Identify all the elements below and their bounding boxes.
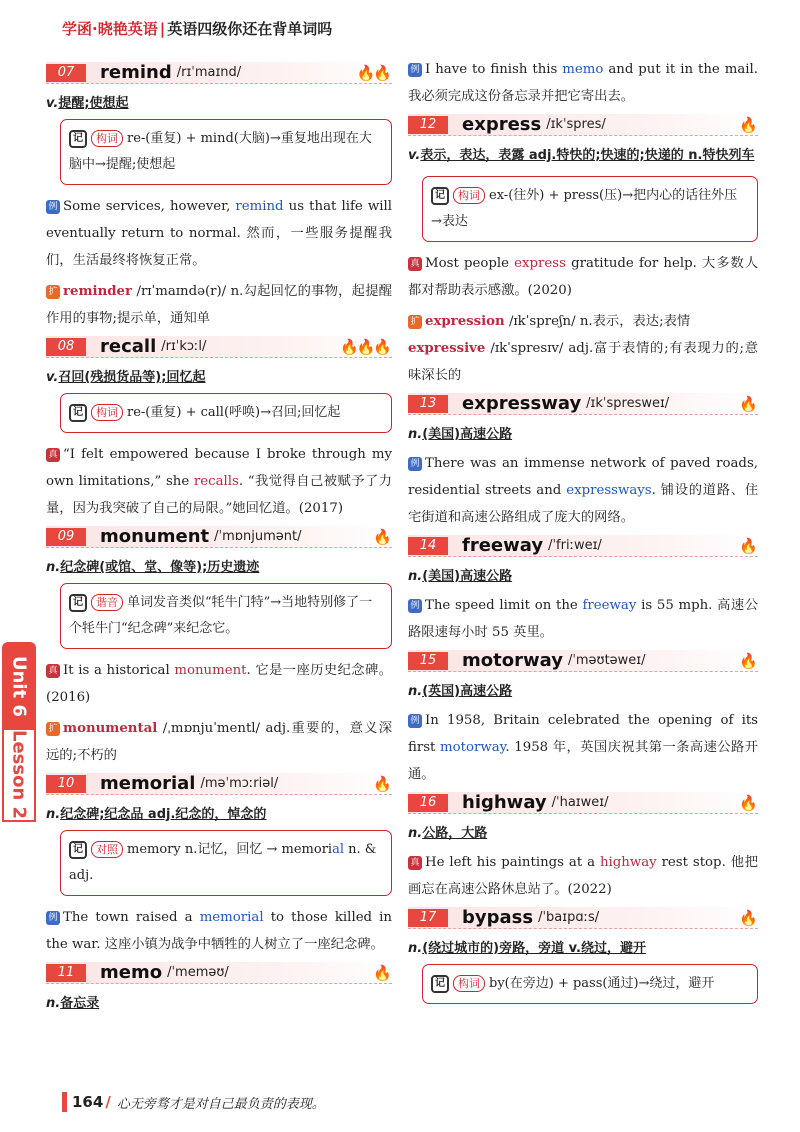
headword: remind bbox=[100, 62, 172, 83]
exam-sentence: 真 “I felt empowered because I broke through my own limitations,” she recalls. “我觉得自己被赋予了力量，因为我突破了自己的局限。”她回忆道。(2017) bbox=[46, 447, 392, 516]
brand-name: 学函·晓艳英语 bbox=[62, 20, 158, 38]
exam-icon: 真 bbox=[408, 257, 422, 271]
example-icon: 例 bbox=[408, 63, 422, 77]
extend-icon: 扩 bbox=[46, 285, 60, 299]
frequency-flame-icon: 🔥 bbox=[739, 909, 756, 927]
extend-icon: 扩 bbox=[46, 722, 60, 736]
headword: memo bbox=[100, 962, 163, 983]
lesson-label: Lesson 2 bbox=[2, 730, 36, 822]
exam-icon: 真 bbox=[408, 856, 422, 870]
entry-header-bypass bbox=[408, 907, 758, 929]
frequency-flame-icon: 🔥🔥 bbox=[356, 64, 390, 82]
page-header bbox=[62, 18, 332, 39]
headword: highway bbox=[462, 792, 547, 813]
exam-icon: 真 bbox=[46, 664, 60, 678]
entry-number: 08 bbox=[46, 338, 86, 356]
mnemonic-text: re-(重复) + mind(大脑)→重复地出现在大脑中→提醒;使想起 bbox=[69, 131, 372, 172]
mnemonic-box: 记 对照 memory n.记忆，回忆 → memorial n. & adj. bbox=[60, 830, 392, 896]
example-icon: 例 bbox=[46, 911, 60, 925]
definition: n.(美国)高速公路 bbox=[408, 569, 513, 584]
exam-icon: 真 bbox=[46, 448, 60, 462]
phonetic: /məˈmɔːriəl/ bbox=[200, 776, 279, 791]
example-icon: 例 bbox=[408, 599, 422, 613]
example-icon: 例 bbox=[408, 457, 422, 471]
definition: n.公路，大路 bbox=[408, 826, 488, 841]
definition: n.纪念碑(或馆、堂、像等);历史遗迹 bbox=[46, 560, 260, 575]
memory-icon: 记 bbox=[69, 594, 87, 612]
footer-slash: / bbox=[105, 1093, 111, 1111]
phonetic: /ˈbaɪpɑːs/ bbox=[538, 910, 600, 925]
entry-header-memo bbox=[46, 962, 392, 984]
entry-header-highway bbox=[408, 792, 758, 814]
example-sentence: 例 There was an immense network of paved roads, residential streets and expressways. 铺设的道路、住宅街道和高速公路组成了庞大的网络。 bbox=[408, 456, 758, 525]
entry-header-motorway bbox=[408, 650, 758, 672]
phonetic: /ˈmɒnjumənt/ bbox=[214, 529, 302, 544]
entry-number: 09 bbox=[46, 528, 86, 546]
memory-icon: 记 bbox=[69, 404, 87, 422]
mnemonic-text: re-(重复) + call(呼唤)→召回;回忆起 bbox=[127, 405, 341, 420]
headword: bypass bbox=[462, 907, 534, 928]
frequency-flame-icon: 🔥 bbox=[373, 964, 390, 982]
headword: freeway bbox=[462, 535, 544, 556]
headword: expressway bbox=[462, 393, 582, 414]
extend-icon: 扩 bbox=[408, 315, 422, 329]
entry-header-expressway bbox=[408, 393, 758, 415]
entry-number: 12 bbox=[408, 116, 448, 134]
entry-number: 17 bbox=[408, 909, 448, 927]
entry-number: 15 bbox=[408, 652, 448, 670]
entry-number: 14 bbox=[408, 537, 448, 555]
frequency-flame-icon: 🔥 bbox=[373, 528, 390, 546]
phonetic: /ˈməʊtəweɪ/ bbox=[567, 653, 646, 668]
frequency-flame-icon: 🔥 bbox=[739, 116, 756, 134]
example-icon: 例 bbox=[408, 714, 422, 728]
memory-icon: 记 bbox=[431, 975, 449, 993]
memory-icon: 记 bbox=[69, 130, 87, 148]
headword: motorway bbox=[462, 650, 563, 671]
mnemonic-tag: 对照 bbox=[91, 841, 123, 858]
frequency-flame-icon: 🔥 bbox=[739, 537, 756, 555]
frequency-flame-icon: 🔥 bbox=[739, 395, 756, 413]
frequency-flame-icon: 🔥🔥🔥 bbox=[339, 338, 390, 356]
entry-number: 10 bbox=[46, 775, 86, 793]
example-icon: 例 bbox=[46, 200, 60, 214]
mnemonic-tag: 构词 bbox=[453, 975, 485, 992]
extension: 扩 reminder /rɪˈmaɪndə(r)/ n.勾起回忆的事物，起提醒作用的事物;提示单，通知单 bbox=[46, 284, 392, 326]
example-sentence: 例 Some services, however, remind us that life will eventually return to normal. 然而，一些服务提醒我们，生活最终将恢复正常。 bbox=[46, 199, 392, 268]
phonetic: /ˈhaɪweɪ/ bbox=[551, 795, 609, 810]
headword: memorial bbox=[100, 773, 196, 794]
mnemonic-text: by(在旁边) + pass(通过)→绕过，避开 bbox=[489, 976, 715, 991]
entry-number: 11 bbox=[46, 964, 86, 982]
definition: v.表示，表达，表露 adj.特快的;快速的;快递的 n.特快列车 bbox=[408, 148, 755, 163]
example-sentence: 例 In 1958, Britain celebrated the opening of its first motorway. 1958 年，英国庆祝其第一条高速公路开通。 bbox=[408, 713, 758, 782]
unit-label: Unit 6 bbox=[2, 642, 36, 730]
phonetic: /ɪkˈspresweɪ/ bbox=[586, 396, 670, 411]
mnemonic-text: 单词发音类似“牦牛门特”→当地特别修了一个牦牛门“纪念碑”来纪念它。 bbox=[69, 595, 373, 636]
header-divider: | bbox=[159, 20, 166, 38]
page-footer bbox=[62, 1092, 325, 1112]
phonetic: /rɪˈkɔːl/ bbox=[161, 339, 207, 354]
headword: monument bbox=[100, 526, 210, 547]
extension: 扩 monumental /ˌmɒnjuˈmentl/ adj.重要的，意义深远的;不朽的 bbox=[46, 721, 392, 763]
phonetic: /ˈmeməʊ/ bbox=[167, 965, 229, 980]
example-sentence: 例 The town raised a memorial to those killed in the war. 这座小镇为战争中牺牲的人树立了一座纪念碑。 bbox=[46, 910, 392, 952]
entry-header-recall bbox=[46, 336, 392, 358]
mnemonic-box bbox=[422, 964, 758, 1004]
definition: v.提醒;使想起 bbox=[46, 96, 129, 111]
mnemonic-box bbox=[60, 119, 392, 185]
definition: n.备忘录 bbox=[46, 996, 100, 1011]
exam-sentence: 真 Most people express gratitude for help. 大多数人都对帮助表示感激。(2020) bbox=[408, 256, 759, 298]
extension: 扩 expression /ɪkˈspreʃn/ n.表示，表达;表情 expressive /ɪkˈspresɪv/ adj.富于表情的;有表现力的;意味深长的 bbox=[408, 314, 758, 383]
mnemonic-box bbox=[60, 393, 392, 433]
entry-header-freeway bbox=[408, 535, 758, 557]
mnemonic-box bbox=[60, 583, 392, 649]
entry-header-memorial bbox=[46, 773, 392, 795]
definition: v.召回(残损货品等);回忆起 bbox=[46, 370, 206, 385]
entry-header-monument bbox=[46, 526, 392, 548]
entry-header-express bbox=[408, 114, 758, 136]
headword: recall bbox=[100, 336, 157, 357]
exam-sentence: 真 He left his paintings at a highway rest stop. 他把画忘在高速公路休息站了。(2022) bbox=[408, 855, 758, 897]
entry-number: 16 bbox=[408, 794, 448, 812]
exam-sentence: 真 It is a historical monument. 它是一座历史纪念碑。(2016) bbox=[46, 663, 393, 705]
phonetic: /rɪˈmaɪnd/ bbox=[176, 65, 242, 80]
entry-header-remind bbox=[46, 62, 392, 84]
book-title: 英语四级你还在背单词吗 bbox=[167, 20, 333, 38]
unit-side-tab bbox=[0, 642, 40, 822]
definition: n.(绕过城市的)旁路，旁道 v.绕过，避开 bbox=[408, 941, 646, 956]
frequency-flame-icon: 🔥 bbox=[739, 652, 756, 670]
example-sentence: 例 I have to finish this memo and put it in the mail. 我必须完成这份备忘录并把它寄出去。 bbox=[408, 62, 758, 104]
mnemonic-text: ex-(往外) + press(压)→把内心的话往外压→表达 bbox=[431, 188, 738, 229]
page-number: 164 bbox=[72, 1093, 104, 1111]
entry-number: 07 bbox=[46, 64, 86, 82]
memory-icon: 记 bbox=[69, 841, 87, 859]
mnemonic-box bbox=[422, 176, 758, 242]
example-sentence: 例 The speed limit on the freeway is 55 mph. 高速公路限速每小时 55 英里。 bbox=[408, 598, 758, 640]
frequency-flame-icon: 🔥 bbox=[373, 775, 390, 793]
left-column bbox=[46, 62, 392, 1019]
definition: n.纪念碑;纪念品 adj.纪念的，悼念的 bbox=[46, 807, 267, 822]
phonetic: /ˈfriːweɪ/ bbox=[548, 538, 602, 553]
memory-icon: 记 bbox=[431, 187, 449, 205]
definition: n.(英国)高速公路 bbox=[408, 684, 513, 699]
frequency-flame-icon: 🔥 bbox=[739, 794, 756, 812]
entry-number: 13 bbox=[408, 395, 448, 413]
phonetic: /ɪkˈspres/ bbox=[546, 117, 606, 132]
definition: n.(美国)高速公路 bbox=[408, 427, 513, 442]
mnemonic-tag: 谐音 bbox=[91, 594, 123, 611]
right-column bbox=[408, 62, 758, 1012]
footer-motto: 心无旁骛才是对自己最负责的表现。 bbox=[116, 1096, 325, 1112]
mnemonic-tag: 构词 bbox=[91, 130, 123, 147]
headword: express bbox=[462, 114, 542, 135]
mnemonic-tag: 构词 bbox=[453, 187, 485, 204]
footer-accent-bar bbox=[62, 1092, 67, 1112]
mnemonic-tag: 构词 bbox=[91, 404, 123, 421]
